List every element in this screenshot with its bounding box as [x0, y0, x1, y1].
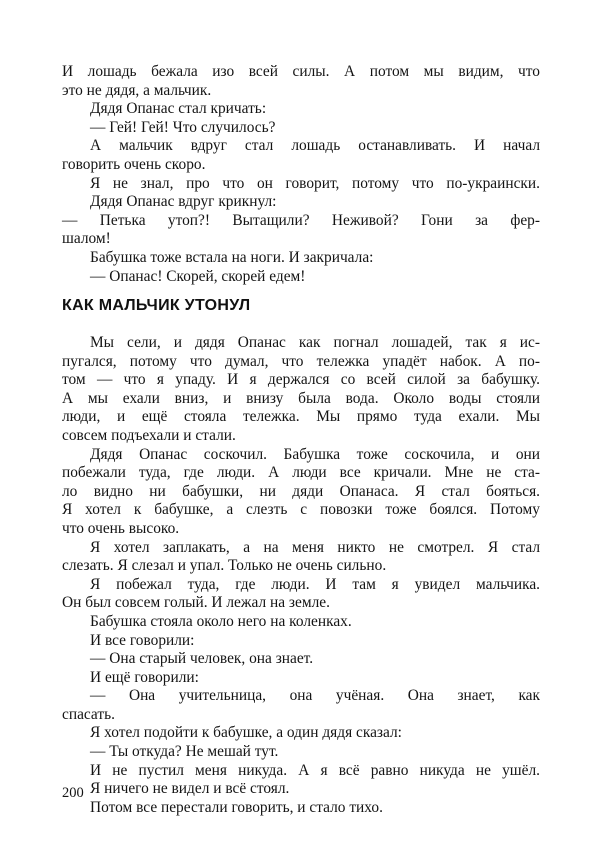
text-line: — Петька утоп?! Вытащили? Неживой? Гони за фер-	[62, 211, 540, 229]
text-line: И лошадь бежала изо всей силы. А потом мы видим, что	[62, 63, 540, 80]
text-line: это не дядя, а мальчик.	[62, 81, 212, 99]
text-line: что очень высоко.	[62, 519, 180, 537]
text-line: ло видно ни бабушки, ни дяди Опанаса. Я стал бояться.	[62, 482, 540, 500]
text-line: — Гей! Гей! Что случилось?	[90, 118, 276, 136]
text-line: А мальчик вдруг стал лошадь останавливать. И начал	[90, 137, 540, 155]
text-line: А мы ехали вниз, и внизу была вода. Около воды стояли	[62, 389, 540, 407]
text-line: Я ничего не видел и всё стоял.	[90, 780, 290, 798]
text-line: Я хотел подойти к бабушке, а один дядя сказал:	[90, 724, 402, 742]
text-line: И все говорили:	[90, 631, 195, 649]
text-line: Я не знал, про что он говорит, потому что по-украински.	[90, 174, 540, 192]
text-line: Я побежал туда, где люди. И там я увидел мальчика.	[90, 575, 540, 593]
text-line: Потом все перестали говорить, и стало тихо.	[90, 798, 383, 816]
text-line: люди, и ещё стояла тележка. Мы прямо туда ехали. Мы	[62, 408, 540, 426]
text-line: Мы сели, и дядя Опанас как погнал лошадей, так я ис-	[90, 334, 540, 351]
opening-passage	[62, 63, 540, 286]
text-line: Дядя Опанас соскочил. Бабушка тоже соскочила, и они	[90, 445, 540, 463]
text-line: — Она учительница, она учёная. Она знает, как	[90, 687, 540, 705]
text-line: Бабушка тоже встала на ноги. И закричала:	[90, 248, 374, 266]
text-line: И не пустил меня никуда. А я всё равно никуда не ушёл.	[90, 761, 540, 779]
text-line: Бабушка стояла около него на коленках.	[90, 612, 352, 630]
text-line: совсем подъехали и стали.	[62, 426, 236, 444]
text-line: Я хотел заплакать, а на меня никто не смотрел. Я стал	[90, 538, 540, 556]
text-line: — Опанас! Скорей, скорей едем!	[90, 267, 306, 285]
text-line: И ещё говорили:	[90, 668, 199, 686]
chapter-body	[62, 334, 540, 817]
text-line: Он был совсем голый. И лежал на земле.	[62, 594, 330, 612]
page-number: 200	[62, 785, 84, 801]
text-line: спасать.	[62, 705, 115, 723]
text-line: побежали туда, где люди. А люди все кричали. Мне не ста-	[62, 464, 540, 482]
text-line: Дядя Опанас стал кричать:	[90, 100, 267, 118]
text-line: слезать. Я слезал и упал. Только не очень сильно.	[62, 557, 387, 575]
text-line: шалом!	[62, 230, 111, 248]
text-line: говорить очень скоро.	[62, 155, 206, 173]
chapter-title: КАК МАЛЬЧИК УТОНУЛ	[62, 297, 251, 314]
text-line: Дядя Опанас вдруг крикнул:	[90, 193, 277, 211]
text-line: Я хотел к бабушке, а слезть с повозки тоже боялся. Потому	[62, 501, 540, 519]
text-line: том — что я упаду. И я держался со всей силой за бабушку.	[62, 371, 540, 389]
text-line: пугался, потому что думал, что тележка упадёт набок. А по-	[62, 352, 540, 370]
text-line: — Она старый человек, она знает.	[90, 650, 314, 668]
text-line: — Ты откуда? Не мешай тут.	[90, 743, 279, 761]
